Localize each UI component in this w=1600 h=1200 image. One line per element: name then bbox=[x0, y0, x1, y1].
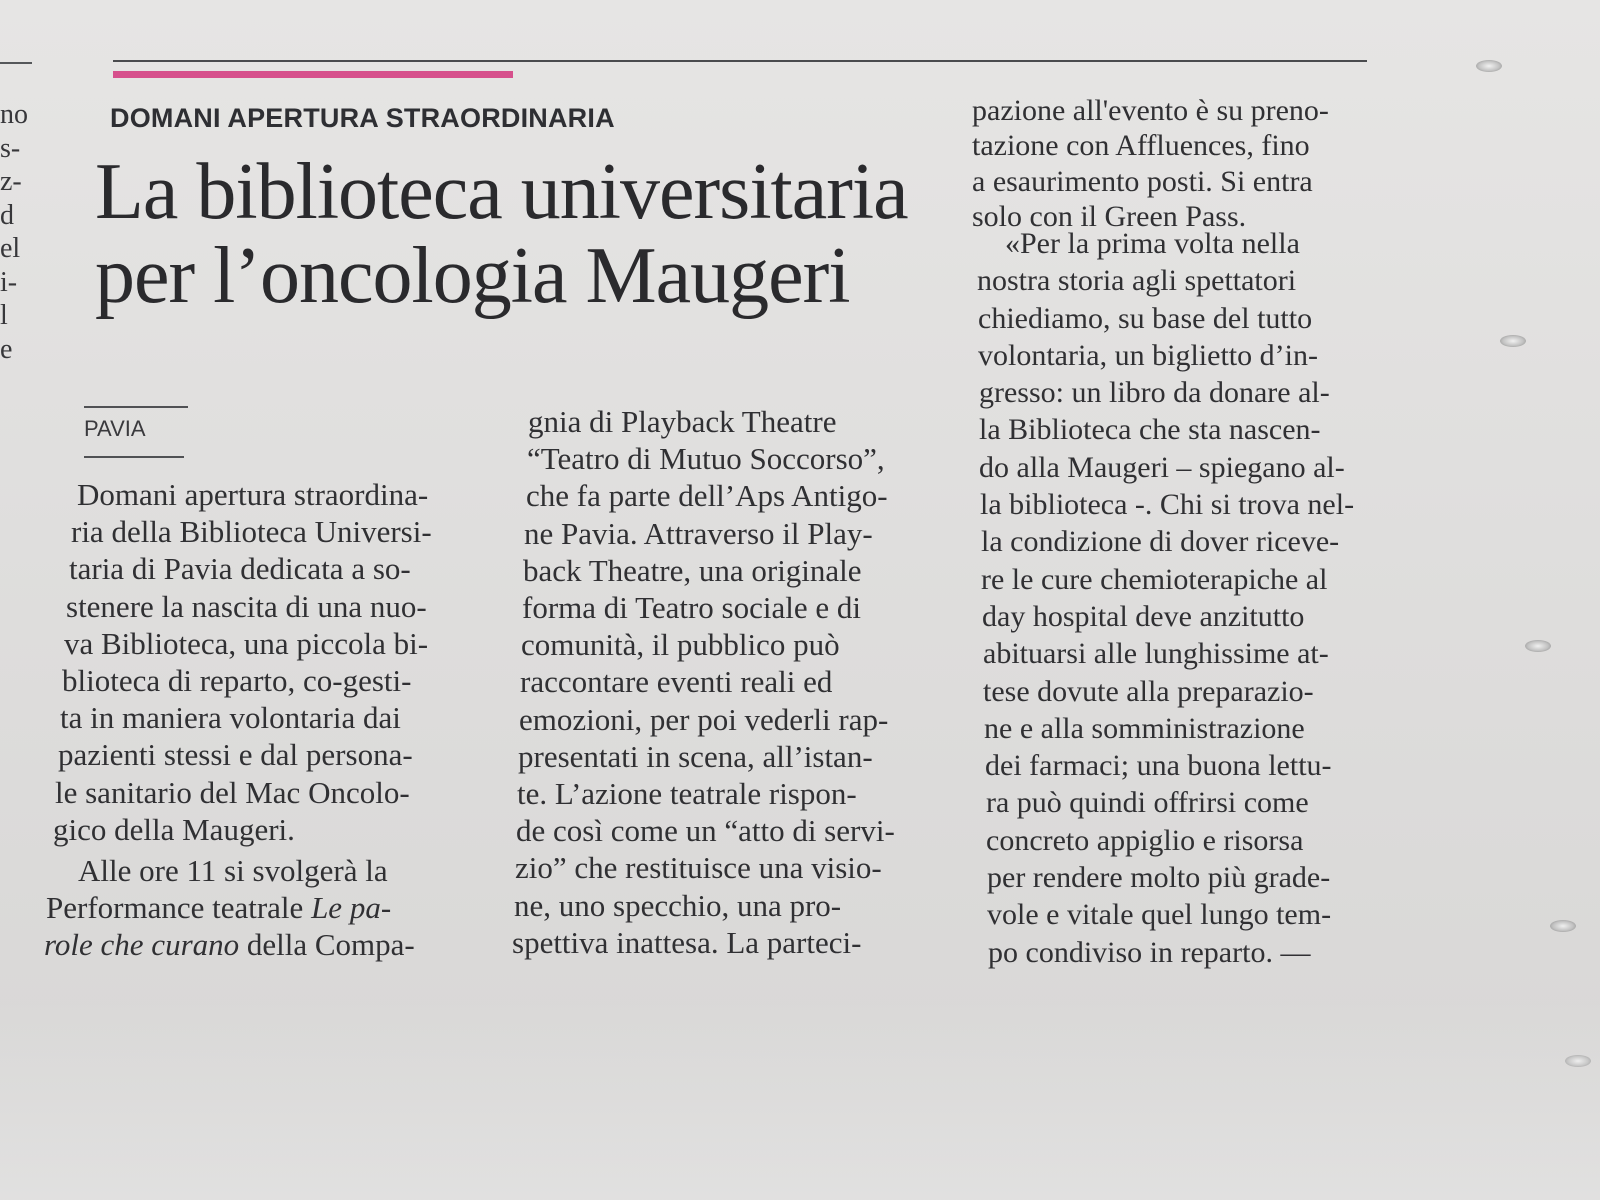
dateline-rule-top bbox=[84, 406, 188, 408]
text-span: Performance teatrale bbox=[46, 890, 312, 926]
text-line: pazione all'evento è su preno- bbox=[972, 94, 1329, 127]
text-line: ne, uno specchio, una pro- bbox=[514, 887, 842, 923]
text-line: gnia di Playback Theatre bbox=[528, 404, 837, 439]
text-line: tese dovute alla preparazio- bbox=[983, 674, 1314, 708]
dateline-rule-bottom bbox=[84, 456, 184, 458]
fragment-line: z- bbox=[0, 166, 22, 197]
column-1 bbox=[44, 476, 488, 964]
text-line: raccontare eventi reali ed bbox=[520, 664, 833, 700]
headline bbox=[95, 150, 945, 318]
text-line: la Biblioteca che sta nascen- bbox=[979, 413, 1321, 447]
column-3 bbox=[975, 225, 1415, 971]
text-line: te. L’azione teatrale rispon- bbox=[517, 776, 857, 812]
text-line: do alla Maugeri – spiegano al- bbox=[979, 450, 1345, 484]
kicker: DOMANI APERTURA STRAORDINARIA bbox=[110, 103, 615, 133]
column-3-top bbox=[972, 93, 1412, 235]
top-rule bbox=[113, 60, 1367, 62]
text-line: a esaurimento posti. Si entra bbox=[972, 164, 1313, 198]
text-line bbox=[46, 889, 488, 926]
text-line: per rendere molto più grade- bbox=[987, 861, 1331, 895]
text-line: ne e alla somministrazione bbox=[984, 711, 1305, 745]
fragment-line: s- bbox=[0, 132, 21, 164]
neighbour-rule bbox=[0, 62, 32, 64]
text-line: la biblioteca -. Chi si trova nel- bbox=[980, 488, 1355, 522]
fragment-line: no bbox=[0, 99, 28, 130]
text-line: taria di Pavia dedicata a so- bbox=[69, 551, 411, 587]
text-line: po condiviso in reparto. — bbox=[988, 935, 1311, 969]
accent-bar bbox=[113, 71, 513, 78]
text-line: abituarsi alle lunghissime at- bbox=[983, 637, 1329, 671]
dateline: PAVIA bbox=[84, 416, 146, 441]
text-line: «Per la prima volta nella bbox=[1005, 227, 1300, 260]
fragment-line: l bbox=[0, 300, 8, 331]
text-line: la condizione di dover riceve- bbox=[981, 525, 1340, 559]
text-line: day hospital deve anzitutto bbox=[982, 599, 1305, 633]
punch-hole bbox=[1476, 60, 1502, 72]
text-line: “Teatro di Mutuo Soccorso”, bbox=[527, 441, 885, 477]
text-line: ria della Biblioteca Universi- bbox=[71, 514, 432, 550]
text-line: solo con il Green Pass. bbox=[972, 200, 1247, 234]
neighbour-column-fragment bbox=[0, 98, 40, 366]
text-line: comunità, il pubblico può bbox=[521, 627, 840, 663]
fragment-line: d bbox=[0, 199, 14, 231]
punch-hole bbox=[1525, 640, 1551, 652]
text-line: presentati in scena, all’istan- bbox=[518, 738, 873, 774]
paper-sheen bbox=[0, 1000, 1600, 1200]
headline-line: La biblioteca universitaria bbox=[95, 148, 908, 236]
text-line: concreto appiglio e risorsa bbox=[986, 823, 1304, 857]
text-line: back Theatre, una originale bbox=[523, 552, 862, 588]
text-line: stenere la nascita di una nuo- bbox=[66, 588, 427, 624]
fragment-line: i- bbox=[0, 266, 18, 298]
text-line: spettiva inattesa. La parteci- bbox=[512, 924, 862, 960]
text-line: ta in maniera volontaria dai bbox=[60, 700, 401, 736]
text-line: Alle ore 11 si svolgerà la bbox=[78, 853, 388, 889]
text-line: gico della Maugeri. bbox=[53, 811, 295, 847]
text-line: che fa parte dell’Aps Antigo- bbox=[526, 478, 888, 514]
headline-line: per l’oncologia Maugeri bbox=[95, 232, 850, 320]
text-line: volontaria, un biglietto d’in- bbox=[978, 338, 1318, 372]
punch-hole bbox=[1550, 920, 1576, 932]
text-line: pazienti stessi e dal persona- bbox=[58, 737, 413, 773]
fragment-line: e bbox=[0, 333, 13, 365]
text-line: tazione con Affluences, fino bbox=[972, 129, 1310, 163]
text-line: gresso: un libro da donare al- bbox=[979, 376, 1330, 410]
fragment-line: el bbox=[0, 233, 21, 264]
column-2 bbox=[512, 403, 942, 961]
text-line: zio” che restituisce una visio- bbox=[515, 850, 882, 886]
text-line: de così come un “atto di servi- bbox=[516, 813, 895, 849]
text-line: le sanitario del Mac Oncolo- bbox=[55, 774, 410, 810]
punch-hole bbox=[1500, 335, 1526, 347]
text-line bbox=[44, 926, 488, 963]
italic-title: role che curano bbox=[44, 927, 240, 963]
text-line: Domani apertura straordina- bbox=[77, 477, 429, 512]
text-line: chiediamo, su base del tutto bbox=[978, 301, 1313, 335]
text-line: vole e vitale quel lungo tem- bbox=[987, 898, 1332, 932]
text-line: nostra storia agli spettatori bbox=[977, 264, 1297, 298]
text-line: emozioni, per poi vederli rap- bbox=[519, 701, 889, 737]
italic-title: Le pa- bbox=[311, 890, 392, 926]
text-line: ra può quindi offrirsi come bbox=[986, 786, 1309, 820]
text-line: va Biblioteca, una piccola bi- bbox=[64, 625, 429, 661]
text-line: blioteca di reparto, co-gesti- bbox=[62, 663, 412, 699]
text-line: ne Pavia. Attraverso il Play- bbox=[524, 515, 873, 551]
text-line: forma di Teatro sociale e di bbox=[522, 590, 861, 626]
text-line: dei farmaci; una buona lettu- bbox=[985, 749, 1332, 783]
text-span: della Compa- bbox=[239, 927, 415, 963]
text-line: re le cure chemioterapiche al bbox=[981, 562, 1328, 596]
